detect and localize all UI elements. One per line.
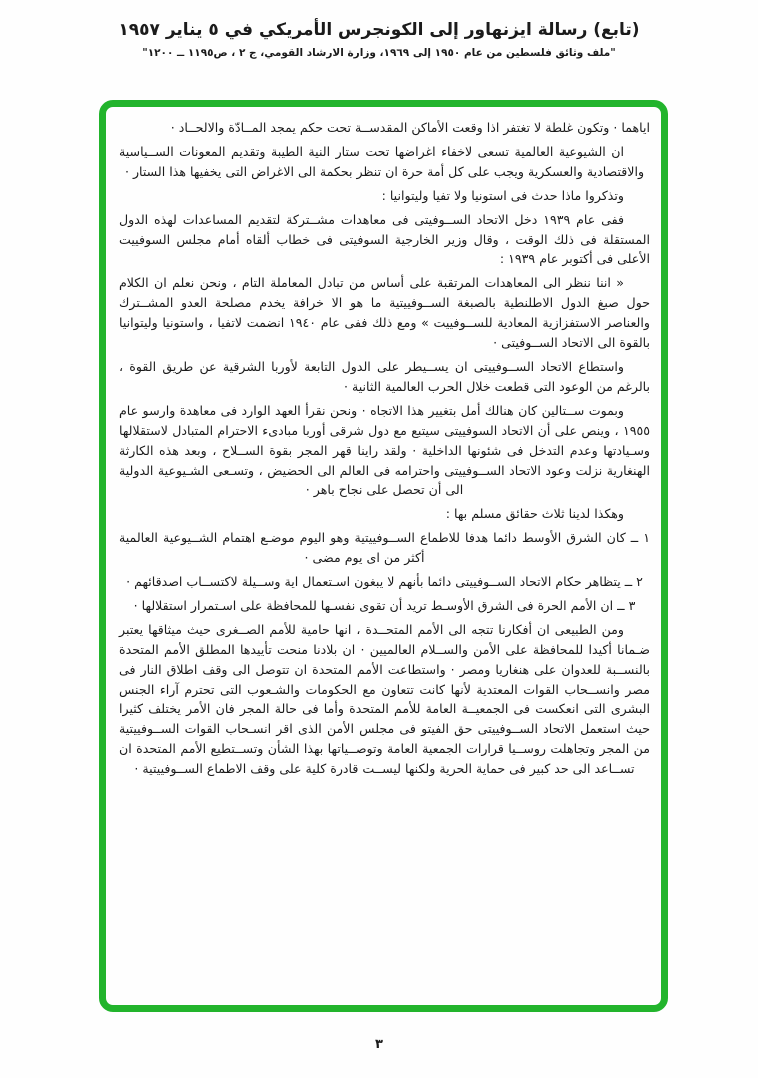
document-title: (تابع) رسالة ايزنهاور إلى الكونجرس الأمريكي في ٥ يناير ١٩٥٧: [118, 20, 640, 40]
green-border-frame: [99, 100, 668, 1012]
paragraph: وهكذا لدينا ثلاث حقائق مسلم بها :: [445, 506, 624, 522]
list-item-marker: ٣ ــ: [613, 597, 636, 613]
list-item-marker: ١ ــ: [625, 530, 650, 546]
page-number: ٣: [375, 1037, 383, 1052]
document-body: [106, 107, 661, 779]
list-item-marker: ٢ ــ: [620, 574, 643, 590]
paragraph: واستطاع الاتحاد الســوفييتى ان يســيطر على الدول التابعة لأوربا الشرقية عن طريق القوة ، بالرغم من الوعود التى قطعت خلال الحرب العالمية الثانية ·: [119, 358, 650, 394]
paragraph: « اننا ننظر الى المعاهدات المرتقبة على أساس من تبادل المعاملة التام ، ونحن نعلم ان الكلام حول صبغ الدول الاطلنطية بالصبغة الســوفييتية ما هو الا خرافة يخدم مصلحة العدو المشــترك والعناصر الاستفزازية المعادية للســوفييت » ومع ذلك ففى عام ١٩٤٠ انضمت لاتفيا ، واستونيا وليتوانيا بالقوة الى الاتحاد الســوفيتى ·: [119, 275, 650, 351]
page-header: [0, 20, 758, 59]
list-item-text: كان الشرق الأوسط دائما هدفا للاطماع الســوفييتية وهو اليوم موضـع اهتمام الشــيوعية العالمية أكثر من اى يوم مضى ·: [119, 530, 626, 566]
paragraph: وتذكروا ماذا حدث فى استونيا ولا تفيا وليتوانيا :: [381, 187, 624, 203]
list-item: [119, 528, 650, 568]
list-item: [119, 572, 650, 592]
paragraph: ومن الطبيعى ان أفكارنا تتجه الى الأمم المتحــدة ، انها حامية للأمم الصــغرى حيث ميثاقها يعتبر ضـمانا أكيدا للمحافظة على الأمن والســلام العالميين · ان بلادنا منحت تأييدها المطلق الأمم المتحدة بالنســبة للعدوان على هنغاريا ومصر · واستطاعت الأمم المتحدة ان تتوصل الى وقف اطلاق النار فى مصر وانســحاب القوات المعتدية لأنها كانت تتعاون مع الحكومات والشـعوب التى تحترم آراء الجنس البشرى التى انعكست فى الجمعيــة العامة للأمم المتحدة وأما فى حالة المجر فان الأمر يختلف كثيرا حيث استعمل الاتحاد الســوفييتى حق الفيتو فى مجلس الأمن الذى اقر انسـحاب القوات الســوفييتية من المجر وتجاهلت روســيا قرارات الجمعية العامة وتوصــياتها بهذا الشأن وتســتطيع الأمم المتحدة ان تســاعد الى حد كبير فى حماية الحرية ولكنها ليســت قادرة كلية على وقف الاطماع الســوفييتية ·: [119, 621, 650, 777]
paragraph: وبموت ســتالين كان هنالك أمل بتغيير هذا الاتجاه · ونحن نقرأ العهد الوارد فى معاهدة وارسو عام ١٩٥٥ ، وينص على أن الاتحاد السوفييتى سيتبع مع دول شرقى أوربا مبادىء الاحترام المتبادل لاستقلالها وسـيادتها وعدم التدخل فى شئونها الداخلية · ولقد راينا قهر المجر بقوة الســلاح ، وبعد هذه الكارثة الهنغارية نزلت وعود الاتحاد الســوفييتى واحترامه فى العالم الى الحضيض ، وتسـعى الشـيوعية الدولية الى أن تحصل على نجاح باهر ·: [119, 402, 650, 498]
paragraph: اياهما · وتكون غلطة لا تغتفر اذا وقعت الأماكن المقدســة تحت حكم يمجد المــادّة والالحــاد ·: [170, 120, 650, 135]
list-item-text: يتظاهر حكام الاتحاد الســوفييتى دائما بأنهم لا يبغون اسـتعمال اية وســيلة لاكتســاب اصدقائهم ·: [126, 574, 621, 590]
list-item: [119, 596, 650, 616]
paragraph: ففى عام ١٩٣٩ دخل الاتحاد الســوفيتى فى معاهدات مشــتركة لتقديم المساعدات لهذه الدول المستقلة فى ذلك الوقت ، وقال وزير الخارجية السوفيتى فى خطاب ألقاه أمام مجلس السوفييت الأعلى فى أكتوبر عام ١٩٣٩ :: [119, 211, 650, 267]
list-item-text: ان الأمم الحرة فى الشرق الأوسـط تريد أن تقوى نفسـها للمحافظة على اسـتمرار استقلالها ·: [133, 597, 614, 613]
paragraph: ان الشيوعية العالمية تسعى لاخفاء اغراضها تحت ستار النية الطيبة وتقديم المعونات الســياسية والاقتصادية والعسكرية ويجب على كل أمة حرة ان تنظر بحكمة الى الاغراض التى يخفيها هذا الستار ·: [119, 143, 645, 179]
source-citation: "ملف وثائق فلسطين من عام ١٩٥٠ إلى ١٩٦٩، وزارة الارشاد القومي، ج ٢ ، ص١١٩٥ ــ ١٢٠٠": [142, 47, 616, 59]
